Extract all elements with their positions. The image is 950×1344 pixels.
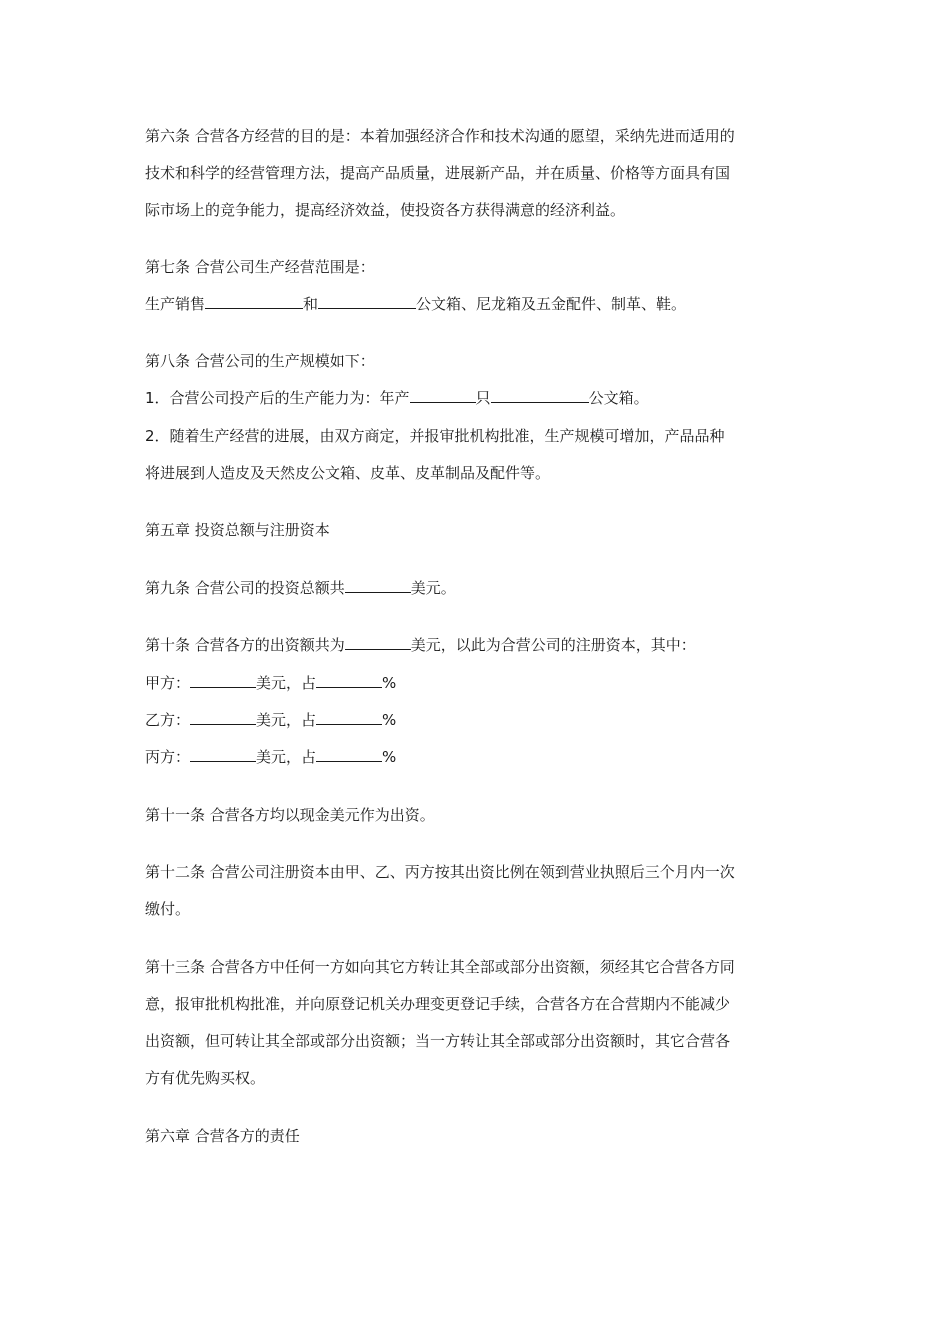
item-1-text-2: 只 (475, 389, 491, 407)
percent-sign: % (382, 748, 397, 766)
blank-field[interactable] (345, 635, 411, 650)
article-6-line-1: 第六条 合营各方经营的目的是：本着加强经济合作和技术沟通的愿望，采纳先进而适用的 (145, 127, 735, 145)
blank-field[interactable] (316, 673, 382, 688)
article-10-text-1: 第十条 合营各方的出资额共为 (145, 636, 345, 654)
article-9-text-1: 第九条 合营公司的投资总额共 (145, 579, 345, 597)
blank-field[interactable] (190, 673, 256, 688)
article-12-line-1: 第十二条 合营公司注册资本由甲、乙、丙方按其出资比例在领到营业执照后三个月内一次 (145, 863, 735, 881)
blank-field[interactable] (190, 747, 256, 762)
scope-text-2: 和 (303, 295, 319, 313)
article-13-line-1: 第十三条 合营各方中任何一方如向其它方转让其全部或部分出资额，须经其它合营各方同 (145, 958, 735, 976)
article-9-text-2: 美元。 (410, 579, 456, 597)
article-6-line-2: 技术和科学的经营管理方法，提高产品质量，进展新产品，并在质量、价格等方面具有国 (145, 164, 731, 182)
article-6-line-3: 际市场上的竞争能力，提高经济效益，使投资各方获得满意的经济利益。 (145, 201, 626, 219)
scope-text-3: 公文箱、尼龙箱及五金配件、制革、鞋。 (416, 295, 687, 313)
usd-share-text: 美元，占 (256, 674, 317, 692)
article-9 (145, 578, 815, 598)
party-c-label: 丙方： (145, 748, 191, 766)
article-10 (145, 635, 815, 655)
article-7-scope (145, 294, 815, 314)
blank-field[interactable] (316, 747, 382, 762)
article-12-line-2: 缴付。 (145, 900, 191, 918)
blank-field[interactable] (205, 294, 303, 309)
article-11: 第十一条 合营各方均以现金美元作为出资。 (145, 806, 435, 824)
party-a-line (145, 673, 815, 693)
blank-field[interactable] (491, 388, 589, 403)
article-8-item-2-line-2: 将进展到人造皮及天然皮公文箱、皮革、皮革制品及配件等。 (145, 464, 551, 482)
blank-field[interactable] (410, 388, 476, 403)
article-13-line-2: 意，报审批机构批准，并向原登记机关办理变更登记手续，合营各方在合营期内不能减少 (145, 995, 731, 1013)
usd-share-text: 美元，占 (256, 711, 317, 729)
chapter-6-heading: 第六章 合营各方的责任 (145, 1127, 300, 1145)
article-8-title: 第八条 合营公司的生产规模如下： (145, 352, 375, 370)
scope-text-1: 生产销售 (145, 295, 206, 313)
article-7-title: 第七条 合营公司生产经营范围是： (145, 258, 375, 276)
percent-sign: % (382, 674, 397, 692)
blank-field[interactable] (318, 294, 416, 309)
chapter-5-heading: 第五章 投资总额与注册资本 (145, 521, 330, 539)
percent-sign: % (382, 711, 397, 729)
article-8-item-2-line-1: 2．随着生产经营的进展，由双方商定，并报审批机构批准，生产规模可增加，产品品种 (145, 427, 725, 445)
party-b-label: 乙方： (145, 711, 191, 729)
party-c-line (145, 747, 815, 767)
blank-field[interactable] (190, 710, 256, 725)
usd-share-text: 美元，占 (256, 748, 317, 766)
article-13-line-3: 出资额，但可转让其全部或部分出资额；当一方转让其全部或部分出资额时，其它合营各 (145, 1032, 731, 1050)
article-8-item-1 (145, 388, 815, 408)
article-10-text-2: 美元，以此为合营公司的注册资本，其中： (410, 636, 696, 654)
party-b-line (145, 710, 815, 730)
party-a-label: 甲方： (145, 674, 191, 692)
blank-field[interactable] (345, 578, 411, 593)
article-13-line-4: 方有优先购买权。 (145, 1069, 266, 1087)
item-1-text-3: 公文箱。 (588, 389, 649, 407)
item-1-text-1: 1．合营公司投产后的生产能力为：年产 (145, 389, 410, 407)
blank-field[interactable] (316, 710, 382, 725)
